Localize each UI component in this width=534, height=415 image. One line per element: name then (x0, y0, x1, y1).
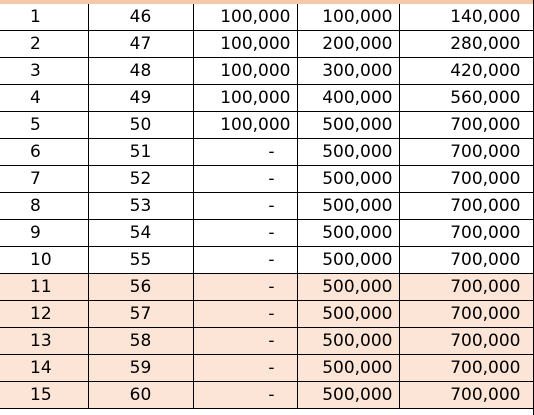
table-row (0, 112, 534, 139)
cell-amount-c[interactable]: 700,000 (399, 274, 534, 301)
cell-amount-a[interactable]: - (193, 355, 297, 382)
table-row (0, 58, 534, 85)
cell-amount-b[interactable]: 500,000 (297, 220, 399, 247)
cell-amount-a[interactable]: - (193, 139, 297, 166)
table-row (0, 355, 534, 382)
cell-amount-a[interactable]: - (193, 166, 297, 193)
table-row (0, 85, 534, 112)
cell-amount-c[interactable]: 700,000 (399, 247, 534, 274)
cell-no[interactable]: 14 (0, 355, 88, 382)
cell-no[interactable]: 9 (0, 220, 88, 247)
cell-age[interactable]: 48 (88, 58, 193, 85)
table-row (0, 247, 534, 274)
cell-amount-b[interactable]: 100,000 (297, 4, 399, 31)
cell-amount-a[interactable]: 100,000 (193, 4, 297, 31)
cell-amount-a[interactable]: - (193, 220, 297, 247)
cell-amount-b[interactable]: 500,000 (297, 355, 399, 382)
cell-age[interactable]: 59 (88, 355, 193, 382)
table-row (0, 166, 534, 193)
cell-age[interactable]: 55 (88, 247, 193, 274)
cell-no[interactable]: 15 (0, 382, 88, 409)
cell-no[interactable]: 7 (0, 166, 88, 193)
cell-amount-c[interactable]: 420,000 (399, 58, 534, 85)
cell-no[interactable]: 3 (0, 58, 88, 85)
table-row (0, 193, 534, 220)
cell-amount-c[interactable]: 700,000 (399, 139, 534, 166)
cell-amount-c[interactable]: 700,000 (399, 166, 534, 193)
cell-amount-a[interactable]: - (193, 301, 297, 328)
table-row (0, 139, 534, 166)
cell-age[interactable]: 47 (88, 31, 193, 58)
cell-amount-a[interactable]: - (193, 328, 297, 355)
cell-amount-b[interactable]: 200,000 (297, 31, 399, 58)
cell-no[interactable]: 1 (0, 4, 88, 31)
cell-amount-c[interactable]: 700,000 (399, 382, 534, 409)
table-row (0, 382, 534, 409)
cell-no[interactable]: 5 (0, 112, 88, 139)
cell-amount-b[interactable]: 500,000 (297, 301, 399, 328)
cell-no[interactable]: 11 (0, 274, 88, 301)
cell-no[interactable]: 13 (0, 328, 88, 355)
cell-amount-c[interactable]: 280,000 (399, 31, 534, 58)
cell-amount-b[interactable]: 500,000 (297, 112, 399, 139)
cell-amount-c[interactable]: 140,000 (399, 4, 534, 31)
cell-amount-b[interactable]: 500,000 (297, 139, 399, 166)
cell-age[interactable]: 56 (88, 274, 193, 301)
data-table (0, 4, 534, 409)
cell-amount-b[interactable]: 300,000 (297, 58, 399, 85)
cell-no[interactable]: 8 (0, 193, 88, 220)
cell-amount-b[interactable]: 500,000 (297, 382, 399, 409)
cell-age[interactable]: 58 (88, 328, 193, 355)
cell-amount-b[interactable]: 500,000 (297, 247, 399, 274)
cell-amount-c[interactable]: 700,000 (399, 328, 534, 355)
cell-amount-b[interactable]: 500,000 (297, 328, 399, 355)
cell-age[interactable]: 52 (88, 166, 193, 193)
table-body (0, 4, 534, 409)
cell-amount-a[interactable]: - (193, 382, 297, 409)
cell-amount-c[interactable]: 700,000 (399, 112, 534, 139)
cell-no[interactable]: 6 (0, 139, 88, 166)
table-row (0, 274, 534, 301)
cell-age[interactable]: 50 (88, 112, 193, 139)
cell-age[interactable]: 49 (88, 85, 193, 112)
cell-age[interactable]: 51 (88, 139, 193, 166)
table-row (0, 328, 534, 355)
cell-amount-c[interactable]: 700,000 (399, 301, 534, 328)
cell-amount-a[interactable]: - (193, 247, 297, 274)
cell-amount-c[interactable]: 700,000 (399, 355, 534, 382)
cell-amount-a[interactable]: 100,000 (193, 31, 297, 58)
cell-amount-a[interactable]: - (193, 193, 297, 220)
cell-age[interactable]: 53 (88, 193, 193, 220)
table-row (0, 31, 534, 58)
cell-amount-c[interactable]: 560,000 (399, 85, 534, 112)
cell-amount-a[interactable]: - (193, 274, 297, 301)
cell-amount-b[interactable]: 400,000 (297, 85, 399, 112)
cell-amount-b[interactable]: 500,000 (297, 166, 399, 193)
table-row (0, 301, 534, 328)
cell-amount-b[interactable]: 500,000 (297, 274, 399, 301)
cell-amount-c[interactable]: 700,000 (399, 193, 534, 220)
cell-age[interactable]: 46 (88, 4, 193, 31)
table-row (0, 4, 534, 31)
cell-amount-a[interactable]: 100,000 (193, 112, 297, 139)
cell-no[interactable]: 2 (0, 31, 88, 58)
cell-amount-c[interactable]: 700,000 (399, 220, 534, 247)
cell-age[interactable]: 60 (88, 382, 193, 409)
cell-amount-b[interactable]: 500,000 (297, 193, 399, 220)
cell-no[interactable]: 4 (0, 85, 88, 112)
table-row (0, 220, 534, 247)
cell-amount-a[interactable]: 100,000 (193, 58, 297, 85)
cell-age[interactable]: 57 (88, 301, 193, 328)
cell-no[interactable]: 12 (0, 301, 88, 328)
cell-age[interactable]: 54 (88, 220, 193, 247)
cell-amount-a[interactable]: 100,000 (193, 85, 297, 112)
cell-no[interactable]: 10 (0, 247, 88, 274)
